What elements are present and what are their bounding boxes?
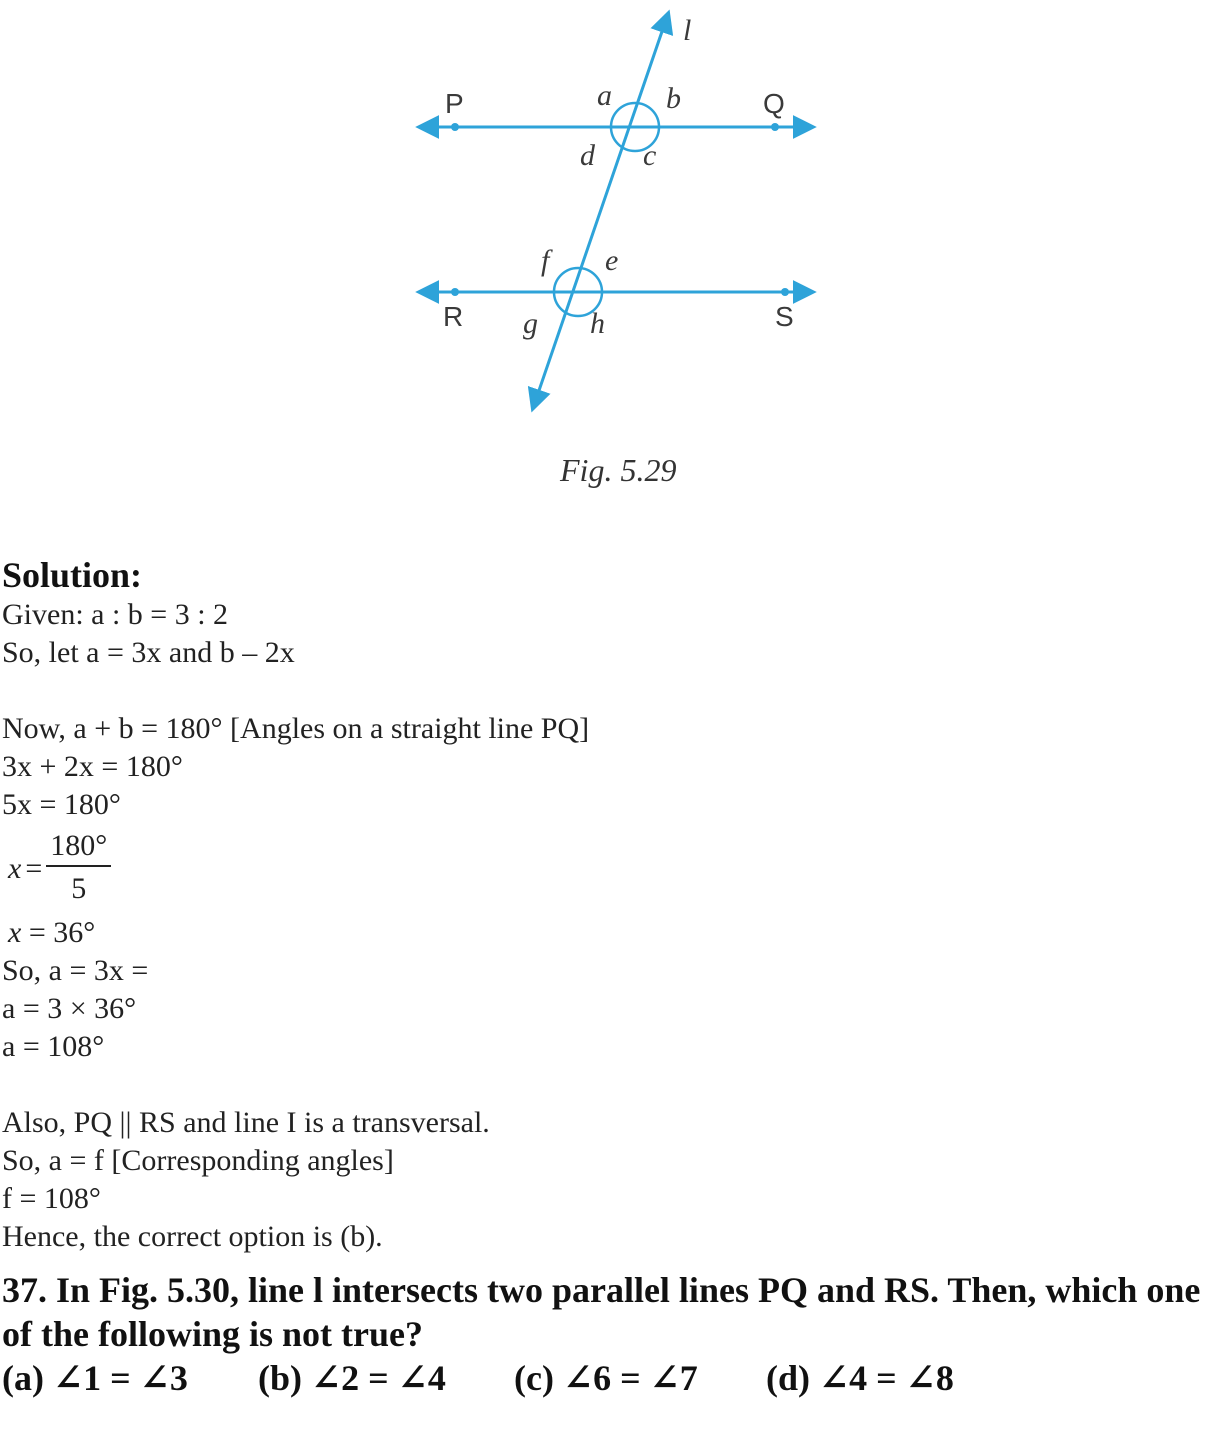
fraction-numerator: 180° [46, 829, 111, 867]
solution-line: So, let a = 3x and b – 2x [2, 636, 295, 669]
solution-line: 3x + 2x = 180° [2, 750, 183, 783]
point-q-label: Q [763, 88, 785, 119]
x-value: = 36° [21, 916, 96, 949]
option-b: (b) ∠2 = ∠4 [258, 1358, 446, 1398]
angle-d-label: d [580, 139, 595, 172]
solution-line: f = 108° [2, 1182, 101, 1215]
transversal-l [533, 14, 668, 408]
fraction-denominator: 5 [71, 872, 87, 905]
angle-f-label: f [541, 244, 550, 277]
solution-line: a = 3 × 36° [2, 992, 137, 1025]
question-37: 37. In Fig. 5.30, line l intersects two parallel lines PQ and RS. Then, which one of the following is not true? [2, 1270, 1201, 1354]
angle-h-label: h [590, 307, 605, 340]
solution-line: Hence, the correct option is (b). [2, 1220, 383, 1253]
angle-e-label: e [605, 244, 619, 277]
angle-a-label: a [597, 79, 612, 112]
point-s [781, 288, 789, 296]
solution-heading: Solution: [2, 555, 143, 595]
angle-b-label: b [666, 82, 681, 115]
figure-caption: Fig. 5.29 [560, 452, 677, 488]
option-d: (d) ∠4 = ∠8 [766, 1358, 954, 1398]
angle-g-label: g [523, 307, 538, 340]
option-c: (c) ∠6 = ∠7 [514, 1358, 698, 1398]
solution-line: Given: a : b = 3 : 2 [2, 598, 229, 631]
line-l-label: l [683, 14, 692, 47]
figure-5-29 [400, 0, 830, 430]
point-r-label: R [443, 301, 464, 332]
solution-line: So, a = 3x = [2, 954, 149, 987]
point-p-label: P [445, 88, 464, 119]
x-variable: x [8, 916, 22, 949]
point-r [451, 288, 459, 296]
solution-line: 5x = 180° [2, 788, 121, 821]
question-options [2, 1356, 1222, 1400]
point-p [451, 123, 459, 131]
fraction-equals: = [25, 852, 43, 885]
point-q [771, 123, 779, 131]
x-result [2, 914, 1222, 952]
point-s-label: S [775, 301, 794, 332]
fraction-equation [2, 824, 1222, 914]
angle-c-label: c [643, 139, 657, 172]
solution-line: a = 108° [2, 1030, 105, 1063]
solution-line: Also, PQ || RS and line I is a transversal. [2, 1106, 490, 1139]
solution-line: So, a = f [Corresponding angles] [2, 1144, 394, 1177]
option-a: (a) ∠1 = ∠3 [2, 1358, 188, 1398]
solution-line: Now, a + b = 180° [Angles on a straight line PQ] [2, 712, 590, 745]
solution-section [2, 554, 1222, 1400]
fraction-variable: x [8, 852, 22, 885]
